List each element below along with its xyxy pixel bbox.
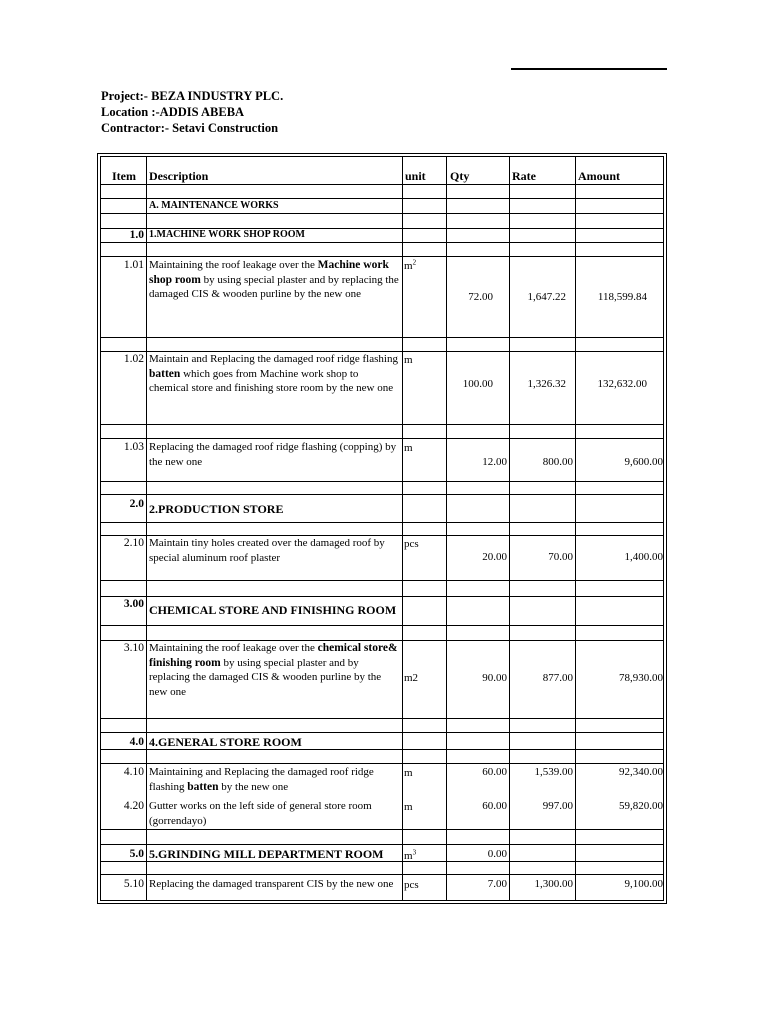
section-qty: 0.00 xyxy=(487,848,507,860)
row-unit: m xyxy=(404,801,413,813)
row-divider xyxy=(100,438,664,439)
row-amount: 78,930.00 xyxy=(619,672,663,684)
col-header-item: Item xyxy=(112,169,136,183)
row-unit: m xyxy=(404,442,413,454)
row-item-number: 4.20 xyxy=(123,800,144,812)
row-rate: 800.00 xyxy=(542,456,573,468)
row-amount: 132,632.00 xyxy=(597,378,647,390)
row-qty: 7.00 xyxy=(487,878,507,890)
row-item-number: 5.10 xyxy=(123,878,144,890)
section-heading: A. MAINTENANCE WORKS xyxy=(149,200,279,211)
col-divider xyxy=(509,156,510,901)
row-divider xyxy=(100,424,664,425)
row-unit: m xyxy=(404,767,413,779)
row-description: Gutter works on the left side of general store room (gorrendayo) xyxy=(149,800,372,827)
col-header-amount: Amount xyxy=(578,169,621,183)
col-divider xyxy=(402,156,403,901)
row-unit: pcs xyxy=(404,879,419,891)
row-divider xyxy=(100,718,664,719)
location-line: Location :-ADDIS ABEBA xyxy=(101,105,245,119)
row-unit: $m^2$ xyxy=(404,258,417,272)
col-header-qty: Qty xyxy=(450,169,470,183)
row-description: Replacing the damaged transparent CIS by the new one xyxy=(149,878,394,890)
col-header-unit: unit xyxy=(405,169,426,183)
section-item-number: 1.0 xyxy=(129,229,144,241)
row-rate: 1,647.22 xyxy=(527,291,566,303)
section-item-number: 2.0 xyxy=(129,498,144,510)
row-divider xyxy=(100,256,664,257)
row-item-number: 2.10 xyxy=(123,537,144,549)
row-divider xyxy=(100,829,664,830)
row-divider xyxy=(100,625,664,626)
row-amount: 59,820.00 xyxy=(619,800,663,812)
row-amount: 92,340.00 xyxy=(619,766,663,778)
row-rate: 1,539.00 xyxy=(534,766,573,778)
section-title: 1.MACHINE WORK SHOP ROOM xyxy=(149,229,305,240)
row-description: Maintain tiny holes created over the damaged roof by special aluminum roof plaster xyxy=(149,537,385,564)
row-divider xyxy=(100,481,664,482)
row-qty: 60.00 xyxy=(482,800,507,812)
row-amount: 9,100.00 xyxy=(624,878,663,890)
row-item-number: 4.10 xyxy=(123,766,144,778)
row-item-number: 1.01 xyxy=(123,259,144,271)
row-qty: 72.00 xyxy=(468,291,493,303)
section-title: 5.GRINDING MILL DEPARTMENT ROOM xyxy=(149,847,384,861)
row-amount: 9,600.00 xyxy=(624,456,663,468)
contractor-line: Contractor:- Setavi Construction xyxy=(101,121,279,135)
row-item-number: 3.10 xyxy=(123,642,144,654)
row-divider xyxy=(100,494,664,495)
section-title: CHEMICAL STORE AND FINISHING ROOM xyxy=(149,603,397,617)
row-divider xyxy=(100,763,664,764)
row-qty: 100.00 xyxy=(462,378,493,390)
row-divider xyxy=(100,732,664,733)
section-unit: $m^3$ xyxy=(404,848,417,862)
row-item-number: 1.03 xyxy=(123,441,144,453)
row-divider xyxy=(100,844,664,845)
row-rate: 997.00 xyxy=(542,800,573,812)
col-header-rate: Rate xyxy=(512,169,536,183)
row-description: Maintaining the roof leakage over the chemical store& finishing room by using special plaster and by replacing the damaged CIS & wooden purline by the new one xyxy=(149,642,398,698)
section-item-number: 4.0 xyxy=(129,736,144,748)
row-unit: pcs xyxy=(404,538,419,550)
col-divider xyxy=(575,156,576,901)
col-divider xyxy=(146,156,147,901)
row-description: Replacing the damaged roof ridge flashing (copping) by the new one xyxy=(149,441,397,468)
section-item-number: 3.00 xyxy=(123,598,144,610)
row-unit: m xyxy=(404,354,413,366)
row-description: Maintaining and Replacing the damaged roof ridge flashing batten by the new one xyxy=(149,766,374,793)
row-qty: 60.00 xyxy=(482,766,507,778)
section-title: 2.PRODUCTION STORE xyxy=(149,502,284,516)
row-divider xyxy=(100,337,664,338)
col-header-description: Description xyxy=(149,169,209,183)
project-line: Project:- BEZA INDUSTRY PLC. xyxy=(101,89,284,103)
row-unit: m2 xyxy=(404,672,419,684)
row-description: Maintain and Replacing the damaged roof ridge flashing batten which goes from Machine work shop to chemical store and finishing store room by the new one xyxy=(149,353,398,394)
row-divider xyxy=(100,596,664,597)
section-title: 4.GENERAL STORE ROOM xyxy=(149,735,302,749)
section-item-number: 5.0 xyxy=(129,848,144,860)
row-divider xyxy=(100,874,664,875)
row-qty: 12.00 xyxy=(482,456,507,468)
row-rate: 1,300.00 xyxy=(534,878,573,890)
row-qty: 90.00 xyxy=(482,672,507,684)
row-description: Maintaining the roof leakage over the Machine work shop room by using special plaster and by replacing the damaged CIS & wooden purline by the new one xyxy=(149,259,399,300)
col-divider xyxy=(446,156,447,901)
signature-line xyxy=(511,68,667,70)
row-rate: 70.00 xyxy=(548,551,573,563)
row-rate: 877.00 xyxy=(542,672,573,684)
row-rate: 1,326.32 xyxy=(527,378,566,390)
row-item-number: 1.02 xyxy=(123,353,144,365)
row-divider xyxy=(100,522,664,523)
row-amount: 118,599.84 xyxy=(597,291,647,303)
row-amount: 1,400.00 xyxy=(624,551,663,563)
row-divider xyxy=(100,184,664,185)
document-header xyxy=(101,88,283,136)
row-divider xyxy=(100,580,664,581)
row-qty: 20.00 xyxy=(482,551,507,563)
